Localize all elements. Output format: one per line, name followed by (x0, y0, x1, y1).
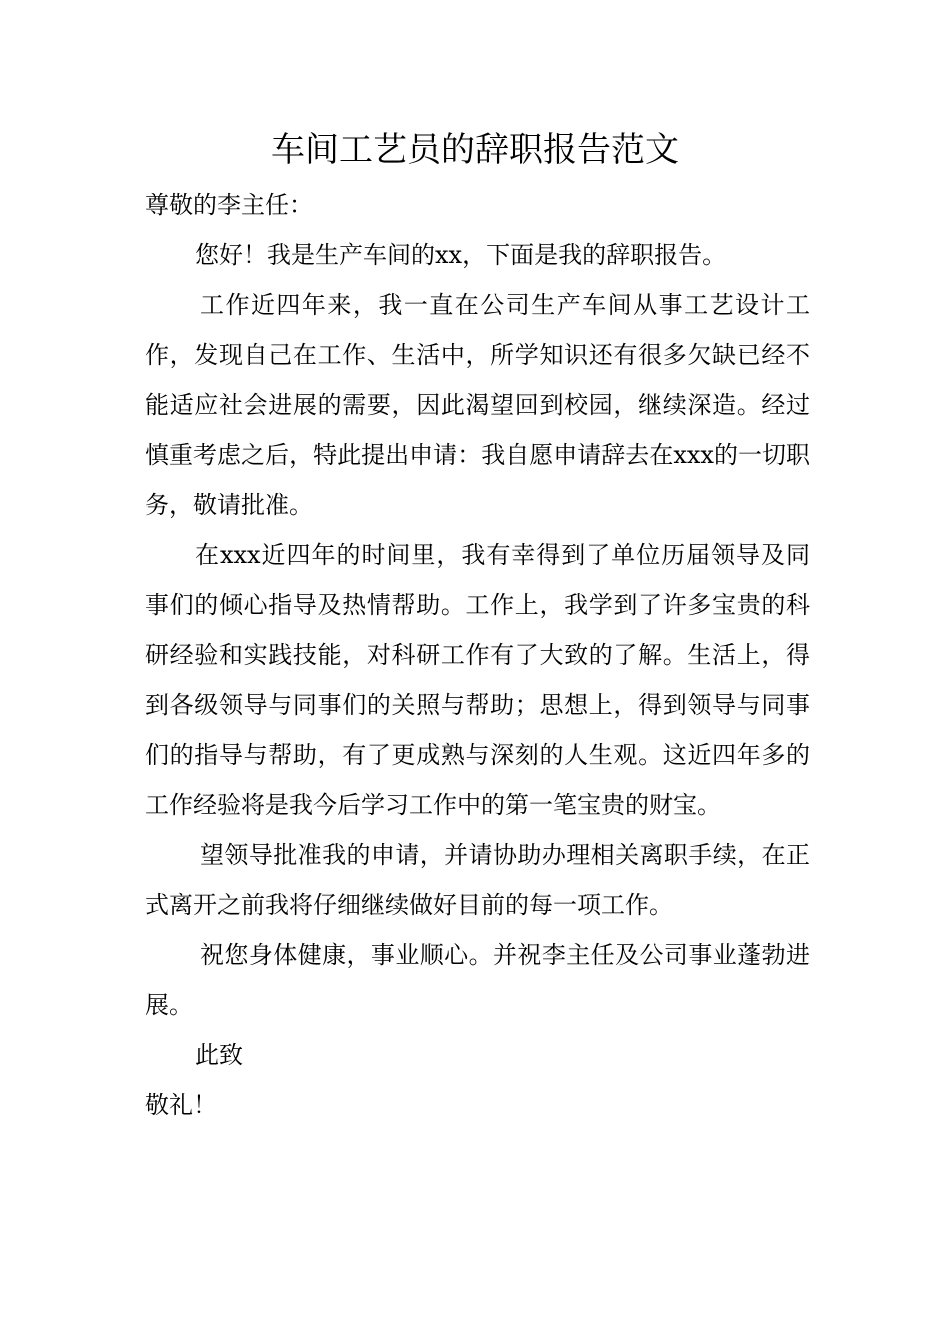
closing: 此致 (195, 1041, 243, 1069)
salutation: 尊敬的李主任： (145, 191, 313, 219)
regards: 敬礼！ (145, 1091, 217, 1119)
paragraph-request: 望领导批准我的申请，并请协助办理相关离职手续，在正式离开之前我将仔细继续做好目前的每一项工作。 (145, 841, 810, 919)
paragraph-reason: 工作近四年来，我一直在公司生产车间从事工艺设计工作，发现自己在工作、生活中，所学知识还有很多欠缺已经不能适应社会进展的需要，因此渴望回到校园，继续深造。经过慎重考虑之后，特此提出申请：我自愿申请辞去在xxx的一切职务，敬请批准。 (145, 291, 810, 519)
document-body (145, 180, 810, 1130)
paragraph-gratitude: 在xxx近四年的时间里，我有幸得到了单位历届领导及同事们的倾心指导及热情帮助。工作上，我学到了许多宝贵的科研经验和实践技能，对科研工作有了大致的了解。生活上，得到各级领导与同事们的关照与帮助；思想上，得到领导与同事们的指导与帮助，有了更成熟与深刻的人生观。这近四年多的工作经验将是我今后学习工作中的第一笔宝贵的财宝。 (145, 541, 810, 819)
document-title: 车间工艺员的辞职报告范文 (271, 130, 679, 170)
paragraph-greeting: 您好！我是生产车间的xx，下面是我的辞职报告。 (195, 241, 727, 269)
paragraph-wishes: 祝您身体健康，事业顺心。并祝李主任及公司事业蓬勃进展。 (145, 941, 810, 1019)
